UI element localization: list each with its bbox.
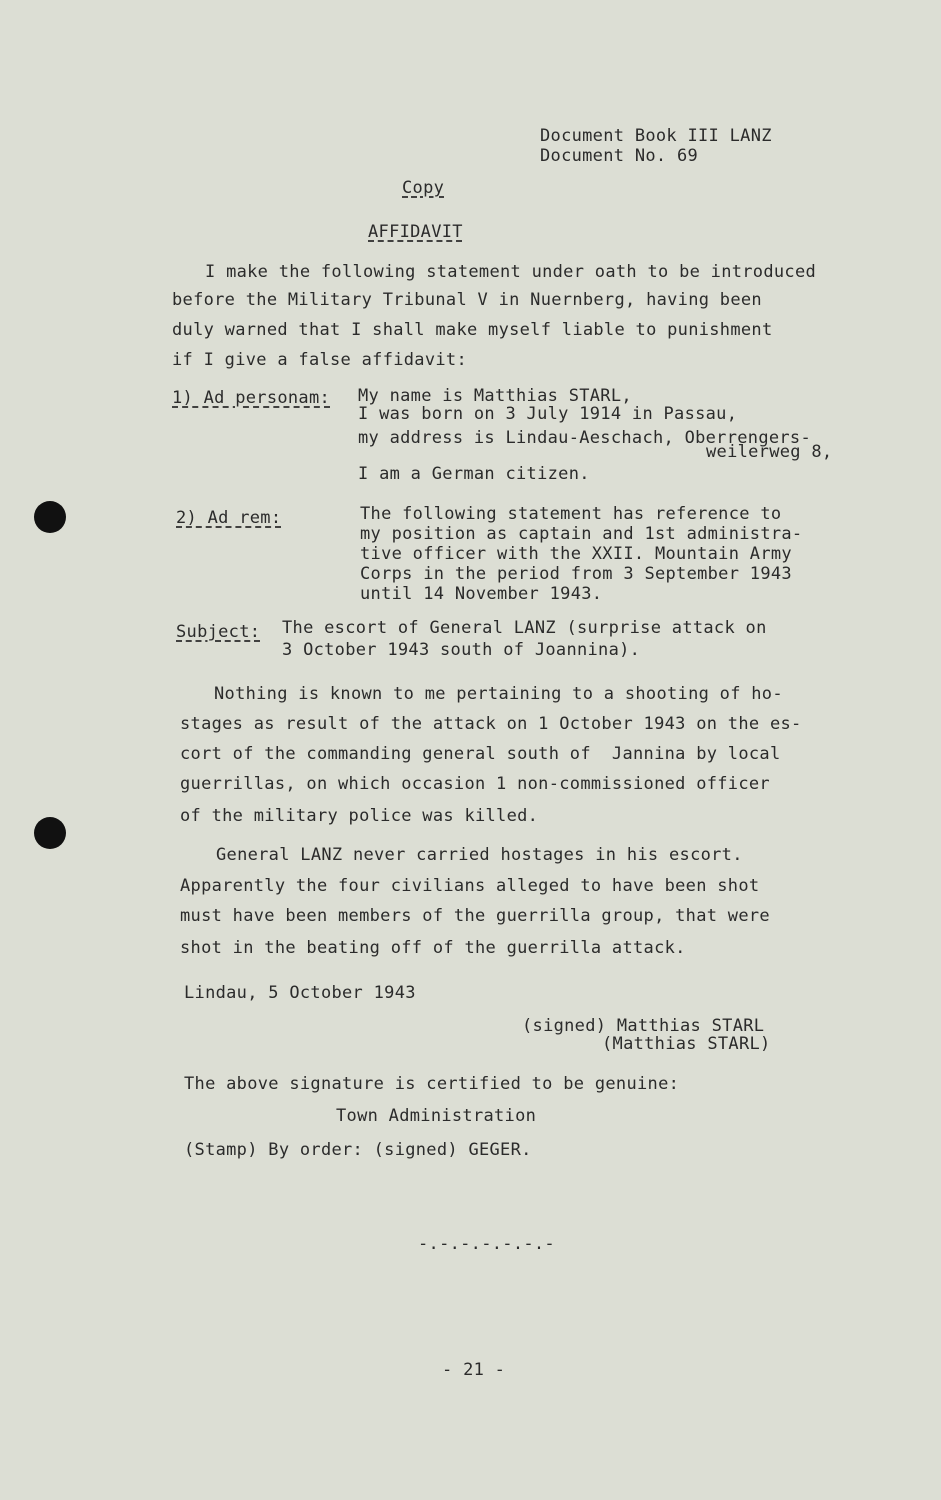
affidavit-title: AFFIDAVIT — [368, 222, 463, 242]
subject-line: 3 October 1943 south of Joannina). — [282, 640, 641, 660]
ad-rem-label: 2) Ad rem: — [176, 508, 282, 528]
intro-line: before the Military Tribunal V in Nuernberg, having been — [172, 290, 762, 310]
page-number: - 21 - — [442, 1360, 506, 1380]
ad-personam-label: 1) Ad personam: — [172, 388, 331, 408]
place-date: Lindau, 5 October 1943 — [184, 983, 416, 1003]
paragraph-line: Nothing is known to me pertaining to a shooting of ho- — [214, 684, 783, 704]
paragraph-line: General LANZ never carried hostages in his escort. — [216, 845, 743, 865]
ad-rem-line: Corps in the period from 3 September 1943 — [360, 564, 792, 584]
subject-label: Subject: — [176, 622, 261, 642]
signature-name: (Matthias STARL) — [602, 1034, 771, 1054]
intro-line: I make the following statement under oath to be introduced — [205, 262, 817, 282]
intro-line: duly warned that I shall make myself liable to punishment — [172, 320, 773, 340]
ad-rem-line: The following statement has reference to — [360, 504, 782, 524]
paragraph-line: Apparently the four civilians alleged to have been shot — [180, 876, 760, 896]
paragraph-line: of the military police was killed. — [180, 806, 539, 826]
paragraph-line: must have been members of the guerrilla group, that were — [180, 906, 770, 926]
ad-rem-line: until 14 November 1943. — [360, 584, 603, 604]
ad-personam-line: my address is Lindau-Aeschach, Oberrengers- — [358, 428, 811, 448]
separator: -.-.-.-.-.-.- — [418, 1234, 555, 1254]
ad-rem-line: tive officer with the XXII. Mountain Army — [360, 544, 792, 564]
paragraph-line: guerrillas, on which occasion 1 non-commissioned officer — [180, 774, 770, 794]
paragraph-line: cort of the commanding general south of Jannina by local — [180, 744, 781, 764]
ad-personam-line: I am a German citizen. — [358, 464, 590, 484]
ad-personam-line: My name is Matthias STARL, — [358, 386, 632, 406]
ad-personam-line: I was born on 3 July 1914 in Passau, — [358, 404, 738, 424]
document-book-label: Document Book III LANZ — [540, 126, 772, 146]
ad-rem-line: my position as captain and 1st administra- — [360, 524, 803, 544]
punch-hole — [34, 501, 66, 533]
paragraph-line: shot in the beating off of the guerrilla attack. — [180, 938, 686, 958]
document-number-label: Document No. 69 — [540, 146, 699, 166]
certification-line: (Stamp) By order: (signed) GEGER. — [184, 1140, 532, 1160]
ad-personam-line: weilerweg 8, — [706, 442, 833, 462]
intro-line: if I give a false affidavit: — [172, 350, 467, 370]
copy-heading: Copy — [402, 178, 445, 198]
subject-line: The escort of General LANZ (surprise attack on — [282, 618, 767, 638]
paragraph-line: stages as result of the attack on 1 October 1943 on the es- — [180, 714, 802, 734]
certification-line: The above signature is certified to be genuine: — [184, 1074, 680, 1094]
punch-hole — [34, 817, 66, 849]
signature-signed: (signed) Matthias STARL — [522, 1016, 765, 1036]
certification-line: Town Administration — [336, 1106, 537, 1126]
